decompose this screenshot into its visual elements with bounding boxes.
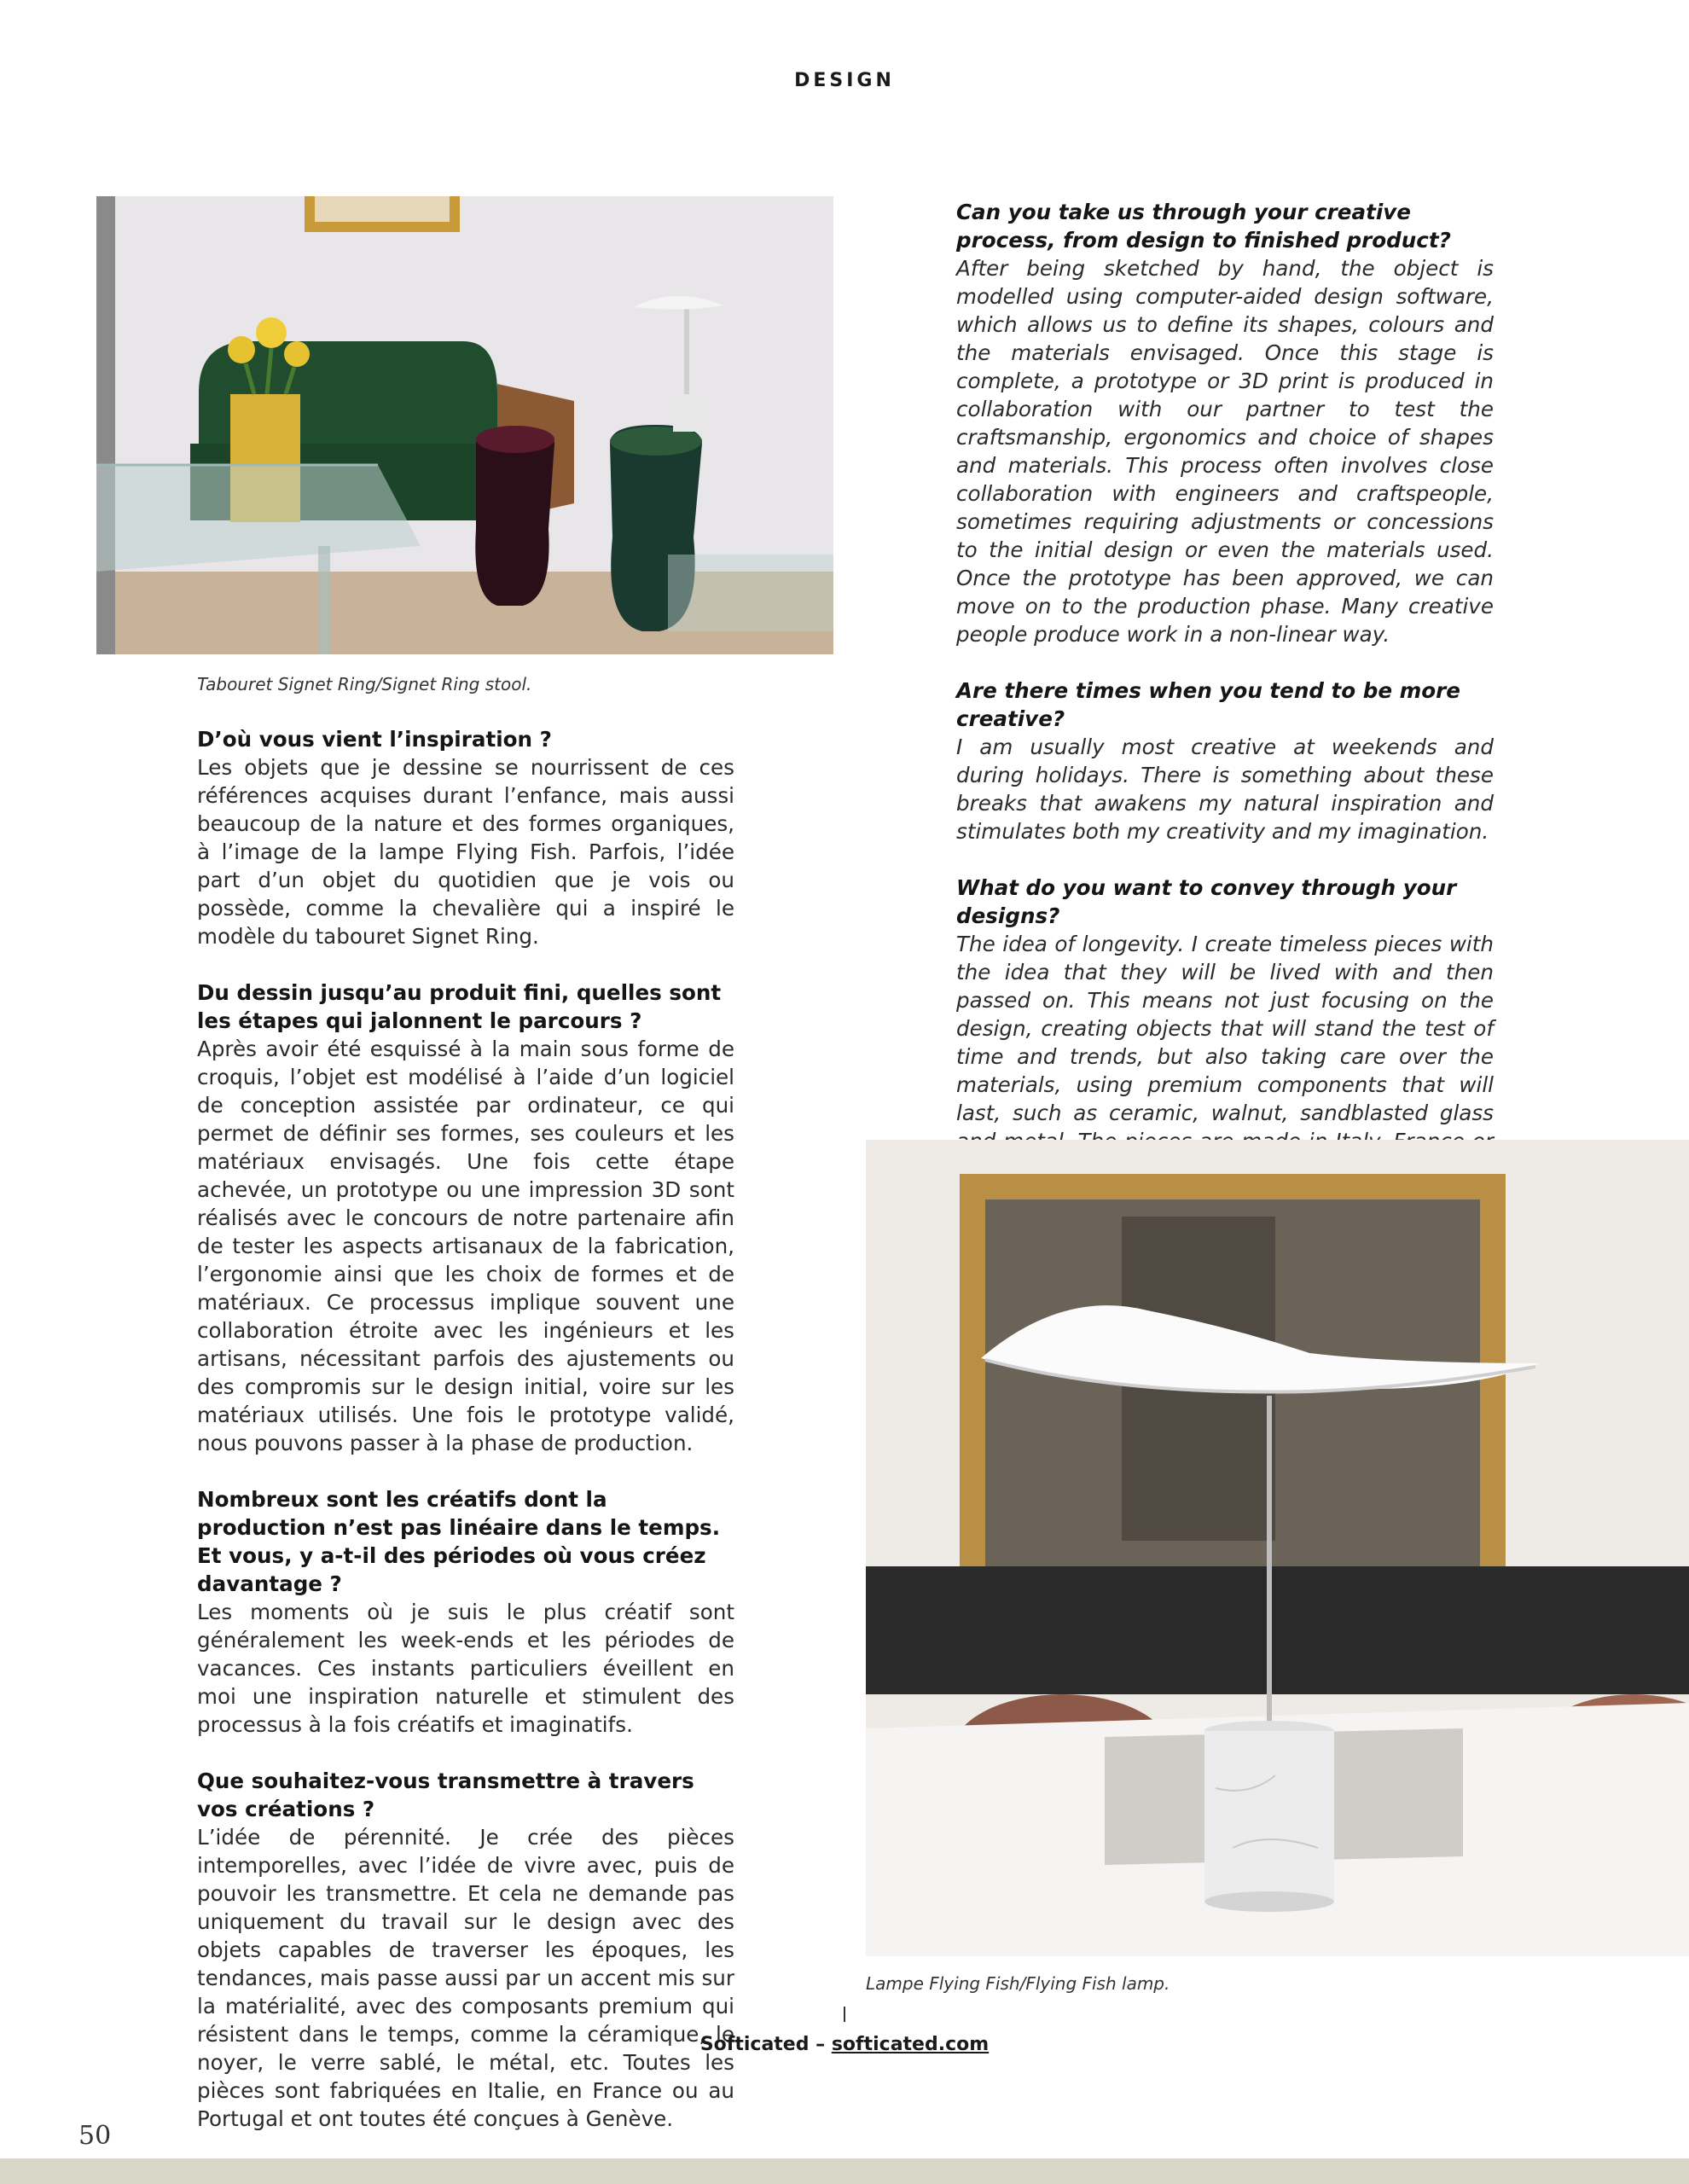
question-heading: Que souhaitez-vous transmettre à travers vos créations ? bbox=[197, 1769, 694, 1821]
qa-block bbox=[956, 198, 1494, 648]
answer-paragraph: Après avoir été esquissé à la main sous forme de croquis, l’objet est modélisé à l’aide d’un logiciel de conception assistée par ordinateur, ce qui permet de définir ses formes, ses couleurs et les matériaux envisagés. Une fois cette étape achevée, un prototype ou une impression 3D sont réalisés avec le concours de notre partenaire afin de tester les aspects artisanaux de la fabrication, l’ergonomie ainsi que les choix de formes et de matériaux. Ce processus implique souvent une collaboration étroite avec les ingénieurs et les artisans, nécessitant parfois des ajustements ou des compromis sur le design initial, voire sur les matériaux utilisés. Une fois le prototype validé, nous pouvons passer à la phase de production. bbox=[197, 1037, 734, 1455]
footer-separator: – bbox=[809, 2034, 832, 2055]
answer-paragraph: The idea of longevity. I create timeless pieces with the idea that they will be lived with and then passed on. This means not just focusing on the design, creating objects that will stand the test of time and trends, but also taking care over the materials, using premium components that will last, such as ceramic, walnut, sandblasted glass bbox=[956, 932, 1494, 1125]
question-heading: Are there times when you tend to be more creative? bbox=[956, 678, 1460, 731]
answer-paragraph: L’idée de pérennité. Je crée des pièces intemporelles, avec l’idée de vivre avec, puis de pouvoir les transmettre. Et cela ne demande pas uniquement du travail sur le design avec des objets capables de traverser les époques, les tendances, mais passe aussi par un accent mis sur la matérialité, avec des composants premium qui résistent dans le temps, comme la céramique, le noyer, le verre sablé, le métal, etc. Toutes les pièces sont fabriquées en Italie, en France ou au Portugal et ont toutes été conçues à Genève. bbox=[197, 1825, 734, 2131]
footer-brand: Softicated bbox=[699, 2034, 810, 2055]
qa-block bbox=[197, 979, 734, 1457]
qa-block bbox=[197, 725, 734, 950]
qa-block bbox=[197, 1767, 734, 2133]
question-heading: What do you want to convey through your designs? bbox=[956, 875, 1457, 928]
footer-credit bbox=[0, 2034, 1689, 2055]
page-number: 50 bbox=[78, 2121, 112, 2151]
footer-divider bbox=[844, 2007, 845, 2022]
question-heading: D’où vous vient l’inspiration ? bbox=[197, 727, 552, 752]
stool-photo bbox=[96, 196, 833, 654]
qa-block bbox=[197, 1485, 734, 1739]
answer-paragraph: Les objets que je dessine se nourrissent de ces références acquises durant l’enfance, mais aussi beaucoup de la nature et des formes organiques, à l’image de la lampe Flying Fish. Parfois, l’idée part d’un objet du quotidien que je vois ou possède, comme la chevalière qui a inspiré le modèle du tabouret Signet Ring. bbox=[197, 755, 734, 949]
answer-paragraph: Les moments où je suis le plus créatif sont généralement les week-ends et les périodes de vacances. Ces instants particuliers éveillent en moi une inspiration naturelle et stimulent des processus à la fois créatifs et imaginatifs. bbox=[197, 1600, 734, 1737]
answer-paragraph: After being sketched by hand, the object is modelled using computer-aided design software, which allows us to define its shapes, colours and the materials envisaged. Once this stage is complete, a prototype or 3D print is produced in collaboration with our partner to test the craftsmanship, ergonomics and choice of shapes and materials. This process often involves close collaboration with engineers and craftspeople, sometimes requiring adjustments or concessions to the initial design or even the materials used. Once the prototype has been approved, we can move on to the production phase. Many creative people produce work in a non-linear way. bbox=[956, 256, 1494, 647]
question-heading: Du dessin jusqu’au produit fini, quelles sont les étapes qui jalonnent le parcours ? bbox=[197, 980, 722, 1033]
question-heading: Nombreux sont les créatifs dont la production n’est pas linéaire dans le temps. Et vous, y a-t-il des périodes où vous créez davantage ? bbox=[197, 1487, 721, 1596]
answer-paragraph: I am usually most creative at weekends and during holidays. There is something about these breaks that awakens my natural inspiration and stimulates both my creativity and my imagination. bbox=[956, 735, 1494, 844]
footer-website-link[interactable]: softicated.com bbox=[831, 2034, 990, 2055]
section-label: DESIGN bbox=[794, 70, 895, 91]
lamp-photo-caption: Lampe Flying Fish/Flying Fish lamp. bbox=[866, 1973, 1170, 1994]
bottom-band bbox=[0, 2158, 1689, 2184]
english-column bbox=[956, 198, 1494, 1240]
question-heading: Can you take us through your creative process, from design to finished product? bbox=[956, 200, 1451, 253]
french-column bbox=[197, 725, 734, 2161]
lamp-photo bbox=[866, 1140, 1689, 1956]
qa-block bbox=[956, 677, 1494, 845]
stool-photo-caption: Tabouret Signet Ring/Signet Ring stool. bbox=[197, 674, 532, 694]
